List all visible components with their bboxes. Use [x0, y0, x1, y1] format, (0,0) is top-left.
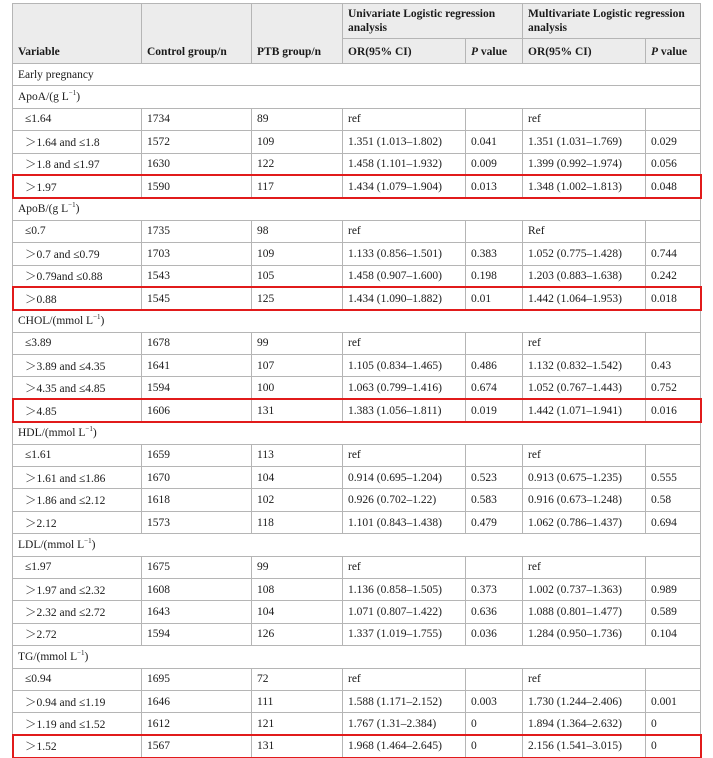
cell-or-univariate: 1.351 (1.013–1.802): [343, 131, 466, 153]
cell-level: ＞0.94 and ≤1.19: [13, 690, 142, 712]
table-row: [13, 467, 701, 489]
table-row: [13, 601, 701, 623]
cell-control-n: 1594: [142, 623, 252, 645]
cell-ptb-n: 109: [252, 131, 343, 153]
cell-p-univariate: 0.01: [466, 287, 523, 309]
cell-p-multivariate: 0.242: [646, 265, 701, 287]
cell-or-multivariate: ref: [523, 332, 646, 354]
cell-control-n: 1606: [142, 399, 252, 421]
cell-p-multivariate: 0.694: [646, 511, 701, 533]
cell-or-multivariate: 0.916 (0.673–1.248): [523, 489, 646, 511]
cell-or-multivariate: 1.132 (0.832–1.542): [523, 355, 646, 377]
cell-p-multivariate: 0.752: [646, 377, 701, 399]
cell-p-multivariate: 0.744: [646, 243, 701, 265]
cell-control-n: 1572: [142, 131, 252, 153]
cell-or-multivariate: 1.002 (0.737–1.363): [523, 578, 646, 600]
cell-level: ＞1.61 and ≤1.86: [13, 467, 142, 489]
header-or-ci-multivariate: OR(95% CI): [523, 39, 646, 64]
cell-control-n: 1734: [142, 108, 252, 130]
cell-ptb-n: 98: [252, 220, 343, 242]
cell-p-univariate: [466, 332, 523, 354]
cell-ptb-n: 113: [252, 444, 343, 466]
table-row: [13, 175, 701, 197]
cell-control-n: 1678: [142, 332, 252, 354]
cell-or-univariate: 1.968 (1.464–2.645): [343, 735, 466, 757]
cell-p-univariate: 0.041: [466, 131, 523, 153]
cell-control-n: 1703: [142, 243, 252, 265]
cell-p-univariate: 0.009: [466, 153, 523, 175]
cell-p-multivariate: [646, 108, 701, 130]
cell-control-n: 1608: [142, 578, 252, 600]
cell-level: ≤3.89: [13, 332, 142, 354]
cell-or-univariate: 1.434 (1.090–1.882): [343, 287, 466, 309]
cell-p-multivariate: 0: [646, 735, 701, 757]
cell-ptb-n: 72: [252, 668, 343, 690]
cell-p-univariate: 0.383: [466, 243, 523, 265]
cell-or-multivariate: 1.442 (1.064–1.953): [523, 287, 646, 309]
cell-ptb-n: 126: [252, 623, 343, 645]
table-row: [13, 220, 701, 242]
cell-ptb-n: 117: [252, 175, 343, 197]
cell-or-univariate: 0.914 (0.695–1.204): [343, 467, 466, 489]
cell-control-n: 1590: [142, 175, 252, 197]
cell-p-univariate: 0.198: [466, 265, 523, 287]
cell-p-multivariate: [646, 332, 701, 354]
cell-ptb-n: 111: [252, 690, 343, 712]
cell-or-multivariate: 1.348 (1.002–1.813): [523, 175, 646, 197]
cell-or-univariate: 1.458 (0.907–1.600): [343, 265, 466, 287]
cell-or-univariate: 1.434 (1.079–1.904): [343, 175, 466, 197]
table-row: [13, 735, 701, 757]
cell-or-univariate: 1.588 (1.171–2.152): [343, 690, 466, 712]
cell-or-multivariate: 1.062 (0.786–1.437): [523, 511, 646, 533]
cell-ptb-n: 122: [252, 153, 343, 175]
cell-level: ＞1.97 and ≤2.32: [13, 578, 142, 600]
cell-p-multivariate: 0.001: [646, 690, 701, 712]
cell-control-n: 1612: [142, 713, 252, 735]
cell-or-multivariate: 1.052 (0.775–1.428): [523, 243, 646, 265]
cell-level: ＞4.35 and ≤4.85: [13, 377, 142, 399]
cell-or-univariate: 1.383 (1.056–1.811): [343, 399, 466, 421]
table-row: [13, 489, 701, 511]
cell-p-univariate: [466, 108, 523, 130]
cell-p-multivariate: 0.555: [646, 467, 701, 489]
cell-p-univariate: [466, 220, 523, 242]
cell-or-univariate: 1.101 (0.843–1.438): [343, 511, 466, 533]
cell-or-univariate: 0.926 (0.702–1.22): [343, 489, 466, 511]
cell-level: ＞4.85: [13, 399, 142, 421]
cell-or-univariate: ref: [343, 668, 466, 690]
cell-p-univariate: [466, 556, 523, 578]
cell-or-multivariate: 0.913 (0.675–1.235): [523, 467, 646, 489]
cell-control-n: 1573: [142, 511, 252, 533]
group-label: ApoB/(g $L^{-1}$): [13, 198, 701, 220]
header-control-group: Control group/n: [142, 4, 252, 64]
table-header: [13, 4, 701, 64]
cell-or-univariate: ref: [343, 108, 466, 130]
cell-ptb-n: 99: [252, 332, 343, 354]
cell-p-univariate: 0.036: [466, 623, 523, 645]
cell-p-univariate: 0: [466, 713, 523, 735]
cell-or-multivariate: ref: [523, 668, 646, 690]
section-early-pregnancy: Early pregnancy: [13, 64, 701, 86]
cell-control-n: 1659: [142, 444, 252, 466]
cell-ptb-n: 107: [252, 355, 343, 377]
cell-level: ＞0.88: [13, 287, 142, 309]
cell-ptb-n: 102: [252, 489, 343, 511]
cell-level: ＞2.32 and ≤2.72: [13, 601, 142, 623]
header-pvalue-multivariate: P value: [646, 39, 701, 64]
group-label: ApoA/(g $L^{-1}$): [13, 86, 701, 108]
cell-p-multivariate: 0.589: [646, 601, 701, 623]
cell-or-multivariate: 1.284 (0.950–1.736): [523, 623, 646, 645]
table-row: [13, 153, 701, 175]
cell-or-univariate: 1.767 (1.31–2.384): [343, 713, 466, 735]
cell-level: ≤1.97: [13, 556, 142, 578]
header-or-ci-univariate: OR(95% CI): [343, 39, 466, 64]
header-ptb-group: PTB group/n: [252, 4, 343, 64]
table-row: [13, 355, 701, 377]
cell-p-multivariate: 0.016: [646, 399, 701, 421]
header-variable: Variable: [13, 4, 142, 64]
table-row: [13, 668, 701, 690]
cell-or-multivariate: 2.156 (1.541–3.015): [523, 735, 646, 757]
cell-ptb-n: 104: [252, 467, 343, 489]
cell-or-univariate: ref: [343, 220, 466, 242]
cell-or-univariate: 1.136 (0.858–1.505): [343, 578, 466, 600]
cell-control-n: 1695: [142, 668, 252, 690]
cell-control-n: 1630: [142, 153, 252, 175]
cell-ptb-n: 109: [252, 243, 343, 265]
table-row: [13, 287, 701, 309]
cell-or-univariate: ref: [343, 332, 466, 354]
cell-control-n: 1545: [142, 287, 252, 309]
cell-p-multivariate: [646, 444, 701, 466]
group-label: CHOL/(mmol $L^{-1}$): [13, 310, 701, 332]
cell-or-multivariate: 1.442 (1.071–1.941): [523, 399, 646, 421]
cell-level: ＞1.64 and ≤1.8: [13, 131, 142, 153]
cell-or-multivariate: 1.088 (0.801–1.477): [523, 601, 646, 623]
cell-or-multivariate: 1.052 (0.767–1.443): [523, 377, 646, 399]
table-body: [13, 64, 701, 758]
table-row: [13, 690, 701, 712]
cell-ptb-n: 121: [252, 713, 343, 735]
cell-or-multivariate: Ref: [523, 220, 646, 242]
cell-ptb-n: 118: [252, 511, 343, 533]
table-row: [13, 377, 701, 399]
cell-p-multivariate: 0: [646, 713, 701, 735]
cell-p-multivariate: 0.056: [646, 153, 701, 175]
cell-control-n: 1643: [142, 601, 252, 623]
table-row: [13, 623, 701, 645]
cell-level: ＞3.89 and ≤4.35: [13, 355, 142, 377]
cell-ptb-n: 105: [252, 265, 343, 287]
cell-or-multivariate: 1.351 (1.031–1.769): [523, 131, 646, 153]
table-row: [13, 399, 701, 421]
table-row: [13, 578, 701, 600]
cell-p-univariate: 0.636: [466, 601, 523, 623]
cell-ptb-n: 131: [252, 399, 343, 421]
cell-control-n: 1675: [142, 556, 252, 578]
cell-or-multivariate: 1.894 (1.364–2.632): [523, 713, 646, 735]
table-row: [13, 444, 701, 466]
cell-p-multivariate: [646, 668, 701, 690]
cell-p-univariate: 0.003: [466, 690, 523, 712]
cell-p-multivariate: 0.58: [646, 489, 701, 511]
cell-or-univariate: ref: [343, 444, 466, 466]
cell-level: ＞1.52: [13, 735, 142, 757]
table-row: [13, 332, 701, 354]
cell-or-univariate: 1.458 (1.101–1.932): [343, 153, 466, 175]
cell-ptb-n: 99: [252, 556, 343, 578]
cell-level: ≤1.64: [13, 108, 142, 130]
cell-p-multivariate: [646, 556, 701, 578]
cell-p-univariate: 0.583: [466, 489, 523, 511]
cell-p-univariate: 0.013: [466, 175, 523, 197]
cell-control-n: 1543: [142, 265, 252, 287]
cell-or-multivariate: ref: [523, 556, 646, 578]
cell-p-univariate: 0: [466, 735, 523, 757]
cell-or-multivariate: 1.399 (0.992–1.974): [523, 153, 646, 175]
cell-level: ＞0.7 and ≤0.79: [13, 243, 142, 265]
cell-p-multivariate: 0.048: [646, 175, 701, 197]
cell-p-multivariate: [646, 220, 701, 242]
cell-p-multivariate: 0.104: [646, 623, 701, 645]
cell-p-univariate: 0.479: [466, 511, 523, 533]
regression-table: [12, 3, 701, 758]
cell-p-multivariate: 0.989: [646, 578, 701, 600]
cell-p-univariate: [466, 444, 523, 466]
cell-or-multivariate: 1.730 (1.244–2.406): [523, 690, 646, 712]
cell-ptb-n: 131: [252, 735, 343, 757]
cell-or-multivariate: ref: [523, 444, 646, 466]
cell-level: ＞1.97: [13, 175, 142, 197]
cell-level: ＞1.8 and ≤1.97: [13, 153, 142, 175]
cell-or-multivariate: 1.203 (0.883–1.638): [523, 265, 646, 287]
header-multivariate: Multivariate Logistic regression analysis: [523, 4, 701, 39]
cell-p-univariate: 0.674: [466, 377, 523, 399]
cell-level: ＞1.19 and ≤1.52: [13, 713, 142, 735]
table-row: [13, 713, 701, 735]
table-row: [13, 108, 701, 130]
cell-p-univariate: 0.019: [466, 399, 523, 421]
table-row: [13, 265, 701, 287]
cell-control-n: 1594: [142, 377, 252, 399]
cell-level: ≤1.61: [13, 444, 142, 466]
cell-ptb-n: 100: [252, 377, 343, 399]
cell-p-multivariate: 0.029: [646, 131, 701, 153]
cell-level: ＞0.79and ≤0.88: [13, 265, 142, 287]
group-label: TG/(mmol $L^{-1}$): [13, 646, 701, 668]
group-label: LDL/(mmol $L^{-1}$): [13, 534, 701, 556]
cell-or-univariate: 1.063 (0.799–1.416): [343, 377, 466, 399]
cell-level: ＞1.86 and ≤2.12: [13, 489, 142, 511]
cell-or-multivariate: ref: [523, 108, 646, 130]
cell-p-univariate: 0.486: [466, 355, 523, 377]
cell-control-n: 1670: [142, 467, 252, 489]
cell-ptb-n: 89: [252, 108, 343, 130]
cell-ptb-n: 108: [252, 578, 343, 600]
cell-p-multivariate: 0.43: [646, 355, 701, 377]
cell-or-univariate: 1.105 (0.834–1.465): [343, 355, 466, 377]
cell-level: ＞2.72: [13, 623, 142, 645]
header-univariate: Univariate Logistic regression analysis: [343, 4, 523, 39]
group-label: HDL/(mmol $L^{-1}$): [13, 422, 701, 444]
cell-ptb-n: 125: [252, 287, 343, 309]
cell-level: ＞2.12: [13, 511, 142, 533]
table-row: [13, 243, 701, 265]
cell-level: ≤0.7: [13, 220, 142, 242]
cell-or-univariate: ref: [343, 556, 466, 578]
cell-ptb-n: 104: [252, 601, 343, 623]
cell-level: ≤0.94: [13, 668, 142, 690]
cell-control-n: 1646: [142, 690, 252, 712]
cell-p-univariate: 0.373: [466, 578, 523, 600]
header-pvalue-univariate: P value: [466, 39, 523, 64]
cell-or-univariate: 1.133 (0.856–1.501): [343, 243, 466, 265]
cell-control-n: 1567: [142, 735, 252, 757]
cell-or-univariate: 1.337 (1.019–1.755): [343, 623, 466, 645]
cell-control-n: 1641: [142, 355, 252, 377]
table-row: [13, 131, 701, 153]
table-row: [13, 556, 701, 578]
cell-or-univariate: 1.071 (0.807–1.422): [343, 601, 466, 623]
cell-p-multivariate: 0.018: [646, 287, 701, 309]
table-row: [13, 511, 701, 533]
cell-p-univariate: [466, 668, 523, 690]
cell-control-n: 1618: [142, 489, 252, 511]
cell-control-n: 1735: [142, 220, 252, 242]
cell-p-univariate: 0.523: [466, 467, 523, 489]
